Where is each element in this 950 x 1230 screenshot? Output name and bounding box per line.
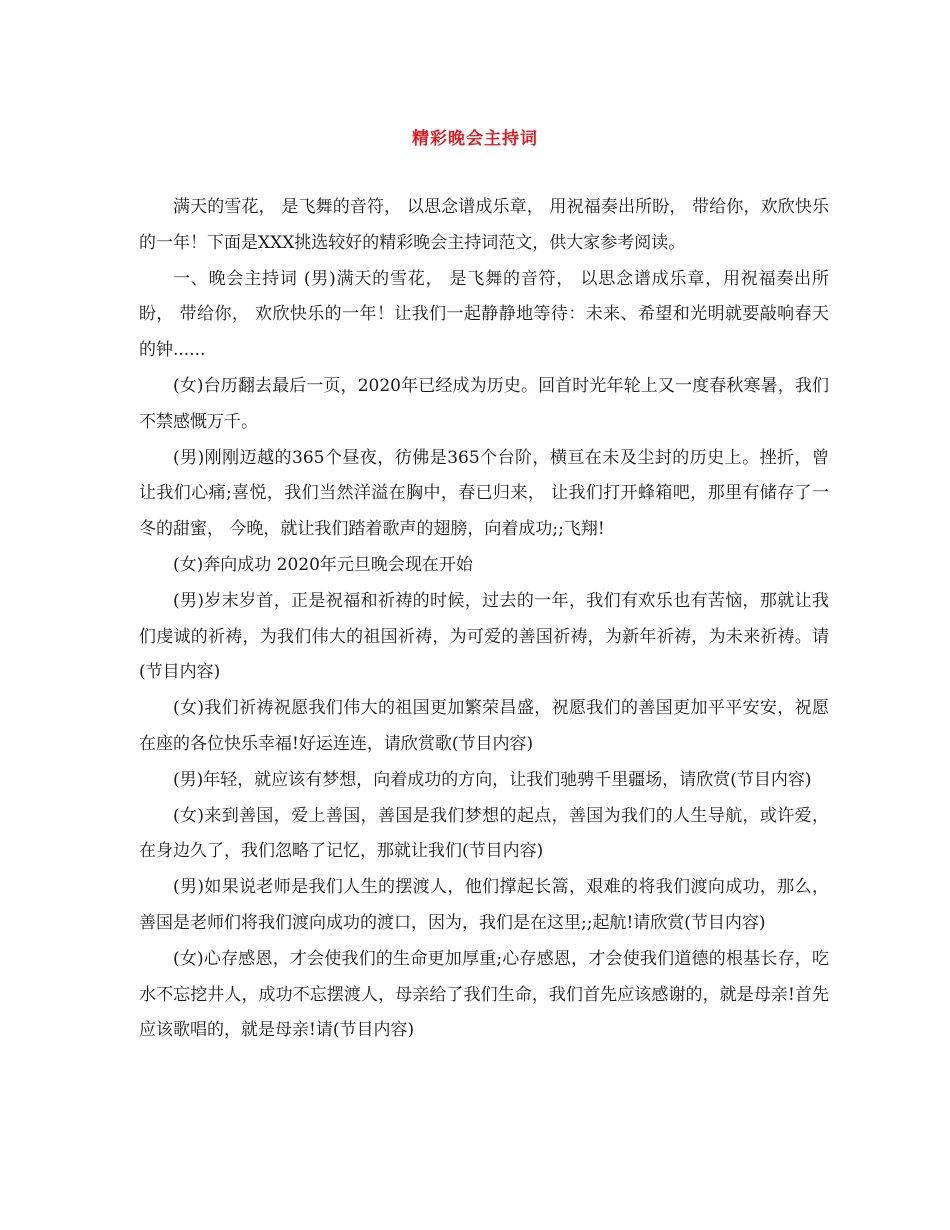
paragraph: (女)台历翻去最后一页，2020年已经成为历史。回首时光年轮上又一度春秋寒暑，我们不禁感慨万千。 [139,375,829,432]
document-body [139,190,829,1049]
paragraph: (女)来到善国，爱上善国，善国是我们梦想的起点，善国为我们的人生导航，或许爱，在身边久了，我们忽略了记忆，那就让我们(节目内容) [139,805,829,862]
paragraph: (男)年轻，就应该有梦想，向着成功的方向，让我们驰骋千里疆场，请欣赏(节目内容) [173,769,812,790]
paragraph: (男)刚刚迈越的365个昼夜，彷佛是365个台阶，横亘在未及尘封的历史上。挫折，曾让我们心痛;喜悦，我们当然洋溢在胸中，春已归来， 让我们打开蜂箱吧，那里有储存了一冬的甜蜜， 今晚，就让我们踏着歌声的翅膀，向着成功;;飞翔! [139,447,829,540]
paragraph: (男)如果说老师是我们人生的摆渡人，他们撑起长篙，艰难的将我们渡向成功，那么，善国是老师们将我们渡向成功的渡口，因为，我们是在这里;;起航!请欣赏(节目内容) [139,877,829,933]
paragraph: (女)心存感恩，才会使我们的生命更加厚重;心存感恩，才会使我们道德的根基长存，吃水不忘挖井人，成功不忘摆渡人，母亲给了我们生命，我们首先应该感谢的，就是母亲!首先应该歌唱的，就是母亲!请(节目内容) [139,948,829,1041]
paragraph: (女)我们祈祷祝愿我们伟大的祖国更加繁荣昌盛，祝愿我们的善国更加平平安安，祝愿在座的各位快乐幸福!好运连连，请欣赏歌(节目内容) [139,698,829,754]
paragraph: (男)岁末岁首，正是祝福和祈祷的时候，过去的一年，我们有欢乐也有苦恼，那就让我们虔诚的祈祷，为我们伟大的祖国祈祷，为可爱的善国祈祷，为新年祈祷，为未来祈祷。请(节目内容) [139,590,829,683]
document-title: 精彩晚会主持词 [412,129,538,149]
paragraph: (女)奔向成功 2020年元旦晚会现在开始 [173,554,473,575]
paragraph: 一、晚会主持词 (男)满天的雪花， 是飞舞的音符， 以思念谱成乐章，用祝福奏出所盼， 带给你， 欢欣快乐的一年！让我们一起静静地等待：未来、希望和光明就要敲响春天的钟...... [139,268,829,361]
paragraph: 满天的雪花， 是飞舞的音符， 以思念谱成乐章， 用祝福奏出所盼， 带给你，欢欣快乐的一年！下面是XXX挑选较好的精彩晚会主持词范文，供大家参考阅读。 [139,197,829,253]
